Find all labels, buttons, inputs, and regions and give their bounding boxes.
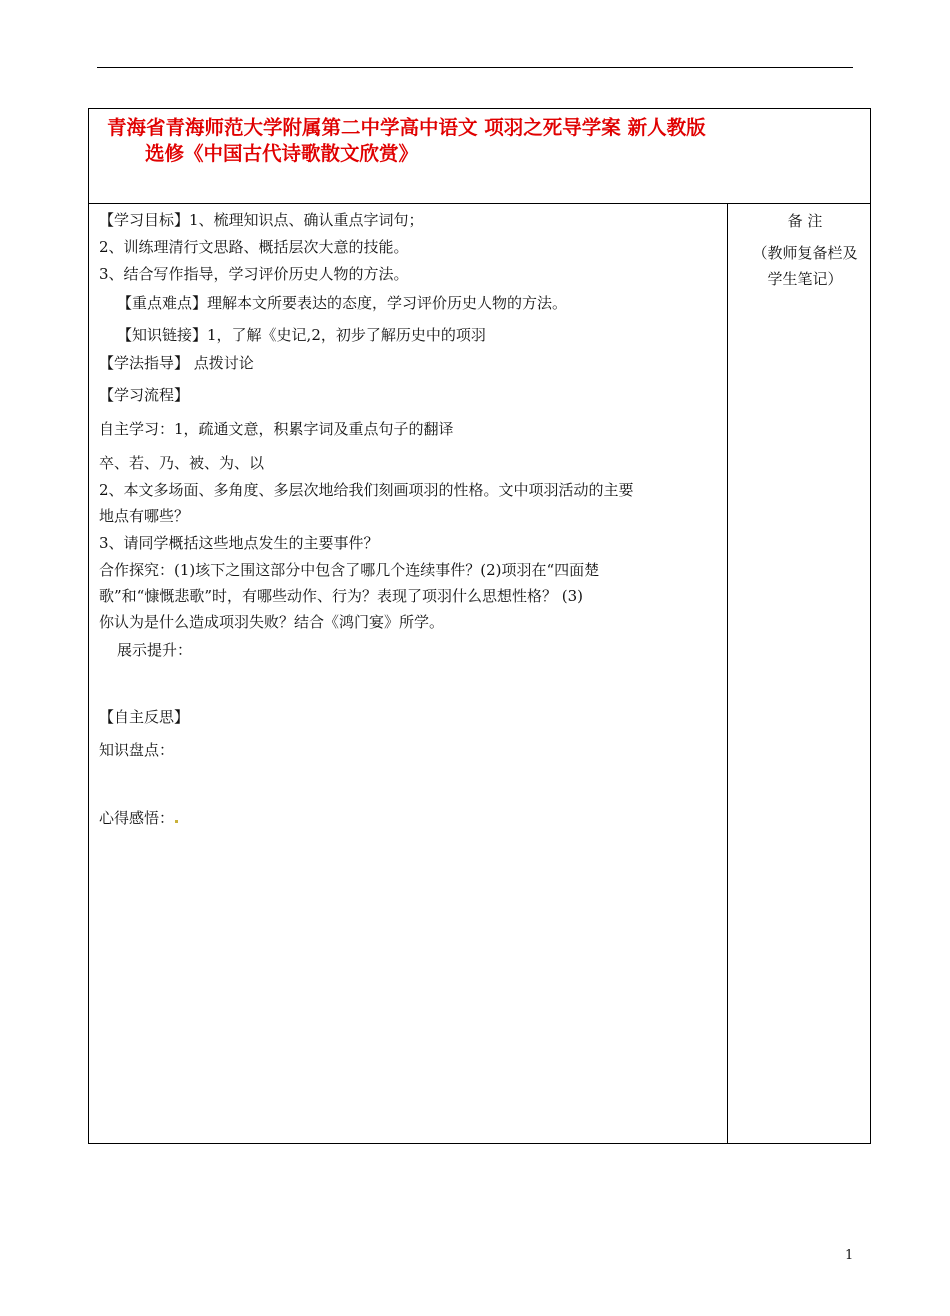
main-table	[88, 204, 871, 1144]
objective-3: 3、结合写作指导，学习评价历史人物的方法。	[99, 265, 409, 283]
insight-label: 心得感悟：	[99, 806, 179, 830]
study-method: 【学法指导】 点拨讨论	[99, 354, 254, 372]
notes-desc-2: 学生笔记）	[767, 270, 843, 288]
cooperative-inquiry-line-1: 合作探究：(1)垓下之围这部分中包含了哪几个连续事件？(2)项羽在“四面楚	[99, 561, 600, 579]
column-divider	[727, 204, 728, 1143]
cooperative-inquiry-line-3: 你认为是什么造成项羽失败？结合《鸿门宴》所学。	[99, 613, 445, 631]
title-box	[88, 108, 871, 204]
key-characters: 卒、若、乃、被、为、以	[99, 454, 265, 472]
objective-2: 2、训练理清行文思路、概括层次大意的技能。	[99, 238, 409, 256]
presentation: 展示提升：	[117, 641, 193, 659]
stray-mark	[175, 820, 178, 823]
page-number: 1	[845, 1248, 854, 1263]
notes-heading: 备 注	[787, 212, 823, 230]
cooperative-inquiry-line-2: 歌”和“慷慨悲歌”时，有哪些动作、行为？表现了项羽什么思想性格？ (3)	[99, 587, 584, 605]
title-line-1: 青海省青海师范大学附属第二中学高中语文 项羽之死导学案 新人教版	[107, 116, 706, 139]
question-2-line-1: 2、本文多场面、多角度、多层次地给我们刻画项羽的性格。文中项羽活动的主要	[99, 481, 634, 499]
title-line-2: 选修《中国古代诗歌散文欣赏》	[145, 142, 419, 165]
self-reflection: 【自主反思】	[99, 708, 190, 726]
header-rule	[97, 67, 853, 68]
learning-process: 【学习流程】	[99, 386, 190, 404]
self-study: 自主学习：1，疏通文意，积累字词及重点句子的翻译	[99, 420, 454, 438]
question-3: 3、请同学概括这些地点发生的主要事件？	[99, 534, 379, 552]
question-2-line-2: 地点有哪些？	[99, 507, 190, 525]
knowledge-inventory: 知识盘点：	[99, 741, 175, 759]
knowledge-link: 【知识链接】1，了解《史记,2，初步了解历史中的项羽	[117, 326, 486, 344]
learning-objective: 【学习目标】1、梳理知识点、确认重点字词句；	[99, 211, 424, 229]
notes-desc-1: （教师复备栏及	[752, 244, 858, 262]
document-title	[107, 115, 857, 167]
key-difficulty: 【重点难点】理解本文所要表达的态度，学习评价历史人物的方法。	[117, 294, 568, 312]
